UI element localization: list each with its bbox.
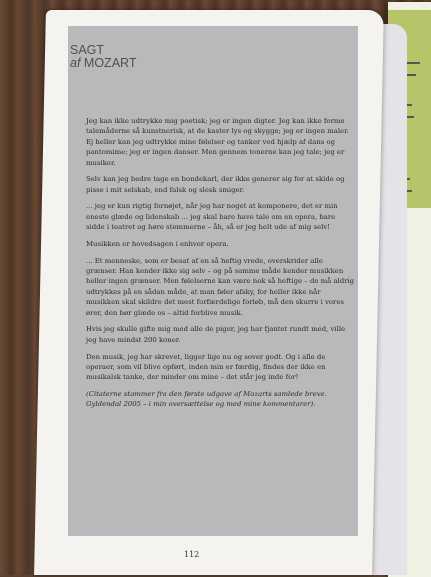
paragraph: Hvis jeg skulle gifte mig med alle de piger, jeg har fjantet rundt med, ville jeg have mindst 200 koner. [86, 325, 346, 344]
quote-text [86, 116, 356, 416]
source-note: (Citaterne stammer fra den første udgave af Mozarts samlede breve. Gyldendal 2005 – i min oversættelse og med mine kommentarer). [86, 390, 327, 409]
paragraph: ... Et menneske, som er besat af en så heftig vrede, overskrider alle grænser. Han kender ikke sig selv – og på samme måde kender musikken heller ingen grænser. Men følelserne kan være nok så heftige – de må aldrig udtrykkes på en sådan måde, at man føler afsky, for heller ikke når musikken skal skildre det mest forfærdelige forløb, må den skurre i vores ører, den bør glæde os – altid forblive musik. [86, 256, 355, 317]
paragraph: Selv kan jeg bedre tage en bondekarl, der ikke generer sig for at skide og pisse i mit selskab, end falsk og slesk smiger. [86, 175, 345, 194]
paragraph: Musikken er hovedsagen i enhver opera. [86, 239, 229, 248]
page-number: 112 [184, 550, 200, 559]
page-heading [70, 44, 136, 70]
paragraph: Jeg kan ikke udtrykke mig poetisk; jeg er ingen digter. Jeg kan ikke forme talemåderne så kunstnerisk, at de kaster lys og skygge; jeg er ingen maler. Ej heller kan jeg udtrykke mine følelser og tanker ved hjælp af dans og pantomime; jeg er ingen danser. Men gennem tonerne kan jeg tale; jeg er musiker. [86, 117, 349, 167]
heading-mozart: MOZART [83, 56, 137, 70]
heading-line1: SAGT [70, 43, 105, 57]
heading-line2 [70, 57, 136, 70]
paragraph: ... jeg er kun rigtig fornøjet, når jeg har noget at komponere, det er min eneste glæde og lidenskab ... jeg skal bare have tale om en opera, bare sidde i teatret og høre stemmerne – åh, så er jeg helt ude af mig selv! [86, 202, 338, 232]
paragraph: Den musik, jeg har skrevet, ligger lige nu og sover godt. Og i alle de operaer, som vil blive opført, inden min er færdig, findes der ikke en musikalsk tanke, der minder om mine – det står jeg inde for! [86, 352, 326, 382]
heading-af: af [70, 56, 81, 70]
